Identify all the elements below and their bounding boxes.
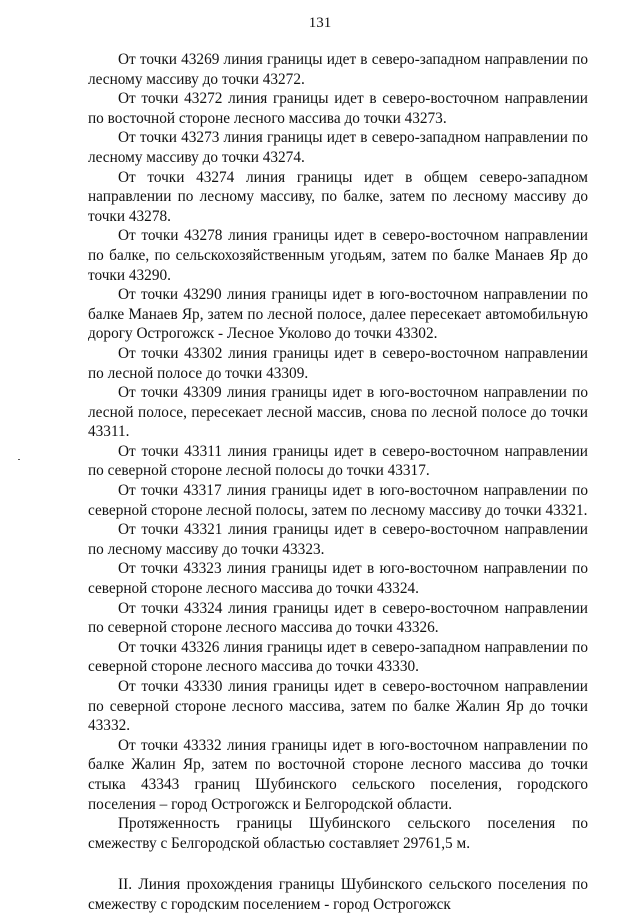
summary-paragraph: Протяженность границы Шубинского сельского поселения по смежеству с Белгородской областью составляет 29761,5 м. (88, 815, 588, 852)
paragraph: От точки 43323 линия границы идет в юго-восточном направлении по северной стороне лесного массива до точки 43324. (88, 560, 588, 598)
paragraph: От точки 43290 линия границы идет в юго-восточном направлении по балке Манаев Яр, затем по лесной полосе, далее пересекает автомобильную дорогу Острогожск - Лесное Уколово до точки 43302. (88, 286, 588, 343)
paragraph: От точки 43278 линия границы идет в северо-восточном направлении по балке, по сельскохозяйственным угодьям, затем по балке Манаев Яр до точки 43290. (88, 227, 588, 284)
paragraph: От точки 43311 линия границы идет в северо-восточном направлении по северной стороне лесной полосы до точки 43317. (88, 442, 588, 480)
paragraph: От точки 43273 линия границы идет в северо-западном направлении по лесному массиву до точки 43274. (88, 129, 588, 166)
paragraph: От точки 43309 линия границы идет в юго-восточном направлении по лесной полосе, пересекает лесной массив, снова по лесной полосе до точки 43311. (88, 384, 588, 441)
section-heading: II. Линия прохождения границы Шубинского сельского поселения по смежеству с городским поселением - город Острогожск (88, 876, 588, 913)
paragraph: От точки 43326 линия границы идет в северо-западном направлении по северной стороне лесного массива до точки 43330. (88, 638, 588, 676)
paragraph: От точки 43324 линия границы идет в северо-восточном направлении по северной стороне лесного массива до точки 43326. (88, 599, 588, 637)
paragraph: От точки 43332 линия границы идет в юго-восточном направлении по балке Жалин Яр, затем по восточной стороне лесного массива до точки стыка 43343 границ Шубинского сельского поселения, городского поселения – город Острогожск и Белгородской области. (88, 736, 588, 813)
paragraph: От точки 43274 линия границы идет в общем северо-западном направлении по лесному массиву, по балке, затем по лесному массиву до точки 43278. (88, 168, 588, 225)
document-body (88, 50, 588, 915)
paragraph: От точки 43302 линия границы идет в северо-восточном направлении по лесной полосе до точки 43309. (88, 344, 588, 382)
page-number: 131 (308, 15, 332, 31)
paragraph: От точки 43321 линия границы идет в северо-восточном направлении по лесному массиву до точки 43323. (88, 521, 588, 558)
paragraph: От точки 43317 линия границы идет в юго-восточном направлении по северной стороне лесной полосы, затем по лесному массиву до точки 43321. (88, 482, 588, 519)
paragraph: От точки 43269 линия границы идет в северо-западном направлении по лесному массиву до точки 43272. (88, 51, 588, 88)
paragraph: От точки 43272 линия границы идет в северо-восточном направлении по восточной стороне лесного массива до точки 43273. (88, 90, 588, 127)
paragraph: От точки 43330 линия границы идет в северо-восточном направлении по северной стороне лесного массива, затем по балке Жалин Яр до точки 43332. (88, 678, 588, 735)
margin-mark (18, 459, 20, 460)
